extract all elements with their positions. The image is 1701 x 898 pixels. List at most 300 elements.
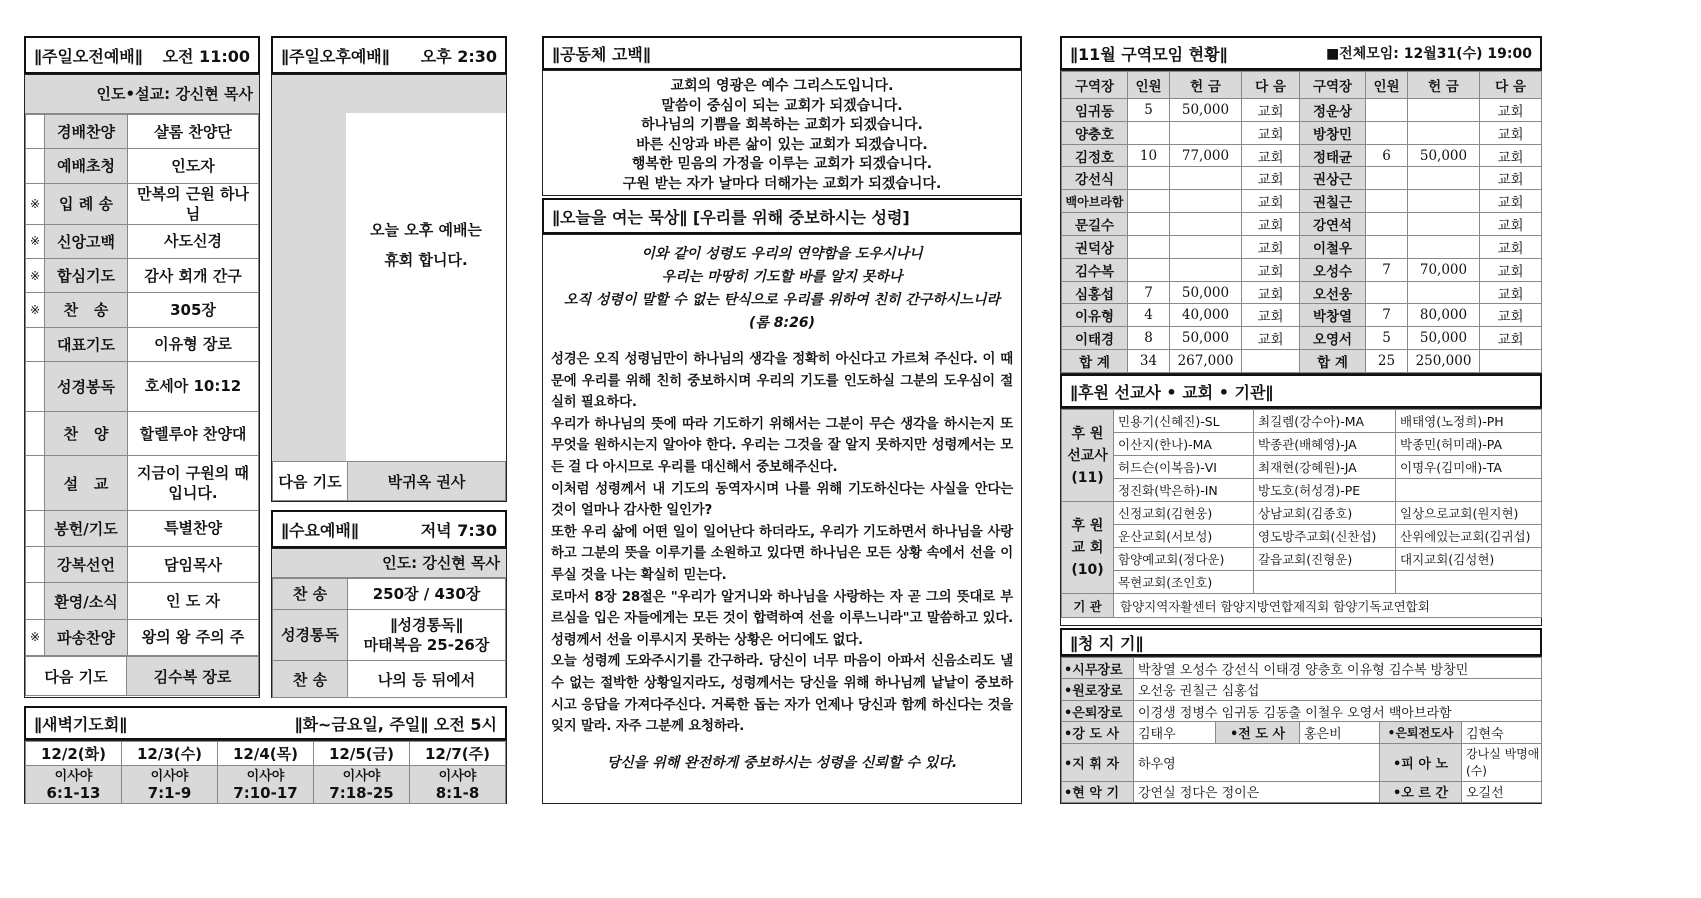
district-row: [1062, 304, 1542, 327]
morning-item-value: 담임목사: [128, 547, 259, 583]
church-name: 산위에있는교회(김귀섭): [1396, 525, 1542, 548]
missionary-name: 배태영(노정희)-PH: [1396, 410, 1542, 433]
district-cell: 250,000: [1408, 350, 1480, 373]
district-cell: 70,000: [1408, 258, 1480, 281]
wednesday-hymn2-value: 나의 등 뒤에서: [348, 661, 506, 698]
dawn-date: 12/3(수): [122, 742, 218, 766]
district-cell: 7: [1366, 258, 1408, 281]
district-cell: [1480, 350, 1542, 373]
district-cell: 교회: [1242, 235, 1300, 258]
district-leader: 이태경: [1062, 327, 1128, 350]
district-cell: 교회: [1242, 327, 1300, 350]
morning-program: [24, 74, 260, 698]
officer-label: •은퇴장로: [1062, 700, 1134, 722]
district-cell: [1366, 190, 1408, 213]
dawn-book: 이사야: [150, 768, 189, 784]
morning-mark: [26, 583, 45, 619]
morning-item-label: 경배찬양: [45, 115, 128, 149]
morning-next-prayer: [25, 656, 259, 696]
missionary-name: 최길렘(강수아)-MA: [1254, 410, 1396, 433]
district-cell: 교회: [1242, 304, 1300, 327]
meditation-paragraph: 또한 우리 삶에 어떤 일이 일어난다 하더라도, 우리가 기도하면서 하나님을 사랑하고 그분의 뜻을 이루기를 소원하고 있다면 하나님은 모든 상황 속에서 선을 이루실 것을 나는 확실히 믿는다.: [551, 524, 1013, 583]
district-box: [1060, 70, 1542, 374]
orchestra-label: •현 악 기: [1062, 781, 1134, 803]
morning-order-row: [26, 183, 259, 224]
morning-mark: [26, 510, 45, 546]
district-leader: 권상근: [1300, 167, 1366, 190]
missionary-row: [1062, 456, 1542, 479]
church-name: 영도방주교회(신찬섭): [1254, 525, 1396, 548]
dawn-reading: [26, 766, 122, 804]
district-leader: 오성수: [1300, 258, 1366, 281]
dawn-reading: [314, 766, 410, 804]
dawn-ref: 6:1-13: [46, 783, 101, 802]
church-label: 후 원 교 회 (10): [1062, 502, 1114, 594]
morning-item-value: 사도신경: [128, 224, 259, 258]
morning-title: ∥주일오전예배∥: [34, 46, 143, 66]
missionary-name: 최재현(강혜원)-JA: [1254, 456, 1396, 479]
district-cell: [1366, 235, 1408, 258]
verse-line: 이와 같이 성령도 우리의 연약함을 도우시나니: [641, 246, 923, 262]
district-cell: 교회: [1480, 281, 1542, 304]
district-leader: 백아브라함: [1062, 190, 1128, 213]
district-row: [1062, 121, 1542, 144]
district-cell: 50,000: [1170, 281, 1242, 304]
dawn-reading: [122, 766, 218, 804]
district-cell: 267,000: [1170, 350, 1242, 373]
officers-table: [1061, 657, 1542, 803]
wednesday-reading-line1: ∥성경통독∥: [390, 615, 463, 634]
district-cell: 77,000: [1170, 144, 1242, 167]
morning-item-value: 호세아 10:12: [128, 361, 259, 411]
confession-line: 행복한 믿음의 가정을 이루는 교회가 되겠습니다.: [631, 156, 933, 172]
district-cell: 교회: [1480, 121, 1542, 144]
district-cell: 교회: [1242, 121, 1300, 144]
pianist-label: •피 아 노: [1380, 743, 1462, 781]
district-title: ∥11월 구역모임 현황∥: [1070, 44, 1228, 64]
missionary-label: 후 원 선교사 (11): [1062, 410, 1114, 502]
dawn-ref: 7:1-9: [147, 783, 192, 802]
morning-order-row: [26, 115, 259, 149]
morning-next-value: 김수복 장로: [127, 657, 259, 696]
missionary-row: [1062, 479, 1542, 502]
district-row: [1062, 167, 1542, 190]
district-cell: [1366, 213, 1408, 236]
district-cell: [1128, 121, 1170, 144]
dawn-schedule: ∥화~금요일, 주일∥ 오전 5시: [294, 714, 497, 734]
district-cell: 10: [1128, 144, 1170, 167]
district-cell: 교회: [1480, 258, 1542, 281]
morning-mark: ※: [26, 619, 45, 655]
missionary-name: 박종관(배혜영)-JA: [1254, 433, 1396, 456]
district-leader: 합 계: [1300, 350, 1366, 373]
district-cell: 교회: [1480, 144, 1542, 167]
district-cell: 교회: [1480, 99, 1542, 122]
morning-order-row: [26, 293, 259, 327]
confession-line: 바른 신앙과 바른 삶이 있는 교회가 되겠습니다.: [636, 136, 928, 153]
morning-order-row: [26, 412, 259, 456]
morning-item-value: 샬롬 찬양단: [128, 115, 259, 149]
dawn-schedule-table: [24, 740, 507, 804]
district-cell: 6: [1366, 144, 1408, 167]
morning-item-label: 신앙고백: [45, 224, 128, 258]
morning-item-value: 인도자: [128, 149, 259, 183]
missionary-name: 이산지(한나)-MA: [1114, 433, 1254, 456]
morning-item-label: 예배초청: [45, 149, 128, 183]
district-cell: 교회: [1480, 327, 1542, 350]
officer-label: •원로장로: [1062, 679, 1134, 700]
missionary-name: 박종민(허미래)-PA: [1396, 433, 1542, 456]
officer-row: [1062, 700, 1542, 722]
district-cell: 8: [1128, 327, 1170, 350]
district-cell: 교회: [1242, 190, 1300, 213]
district-leader: 정운상: [1300, 99, 1366, 122]
meditation-box: [542, 234, 1022, 804]
wednesday-hymn1-label: 찬 송: [273, 579, 348, 610]
retired-preacher-label: •은퇴전도사: [1380, 722, 1462, 743]
district-leader: 문길수: [1062, 213, 1128, 236]
district-leader: 방창민: [1300, 121, 1366, 144]
district-row: [1062, 235, 1542, 258]
morning-item-label: 입 례 송: [45, 183, 128, 224]
meditation-title: ∥오늘을 여는 묵상∥ [우리를 위해 중보하시는 성령]: [552, 207, 910, 227]
church-row: [1062, 525, 1542, 548]
church-name: 신정교회(김현웅): [1114, 502, 1254, 525]
district-cell: 50,000: [1408, 327, 1480, 350]
dawn-book: 이사야: [342, 768, 381, 784]
district-cell: 4: [1128, 304, 1170, 327]
meditation-closing: 당신을 위해 완전하게 중보하시는 성령을 신뢰할 수 있다.: [606, 754, 958, 771]
missionary-name: 정진화(박은하)-IN: [1114, 479, 1254, 502]
morning-mark: ※: [26, 224, 45, 258]
morning-order-row: [26, 259, 259, 293]
confession-box: [542, 70, 1022, 196]
district-cell: 교회: [1480, 235, 1542, 258]
district-cell: [1242, 350, 1300, 373]
confession-line: 하나님의 기쁨을 회복하는 교회가 되겠습니다.: [641, 117, 923, 133]
district-col-header: 구역장: [1300, 72, 1366, 99]
dawn-ref: 7:18-25: [329, 783, 394, 802]
church-name: 일상으로교회(원지현): [1396, 502, 1542, 525]
district-cell: [1170, 190, 1242, 213]
church-row: [1062, 571, 1542, 594]
organ-label: •오 르 간: [1380, 781, 1462, 803]
district-cell: [1128, 235, 1170, 258]
district-row: [1062, 327, 1542, 350]
dawn-date: 12/4(목): [218, 742, 314, 766]
morning-order-row: [26, 149, 259, 183]
district-cell: 교회: [1480, 167, 1542, 190]
afternoon-notice-line2: 휴회 합니다.: [384, 251, 468, 269]
district-cell: [1170, 121, 1242, 144]
district-leader: 권덕상: [1062, 235, 1128, 258]
district-col-header: 인원: [1366, 72, 1408, 99]
district-row: [1062, 350, 1542, 373]
district-leader: 양충호: [1062, 121, 1128, 144]
verse-line: (롬 8:26): [748, 315, 816, 331]
morning-item-value: 이유형 장로: [128, 327, 259, 361]
wednesday-program: [271, 548, 507, 698]
missionary-name: 이명우(김미애)-TA: [1396, 456, 1542, 479]
morning-mark: [26, 456, 45, 510]
district-cell: [1170, 213, 1242, 236]
district-cell: [1408, 167, 1480, 190]
dawn-title: ∥새벽기도회∥: [34, 714, 128, 734]
conductor-value: 하우영: [1134, 743, 1380, 781]
verse-line: 우리는 마땅히 기도할 바를 알지 못하나: [661, 269, 903, 285]
meditation-paragraph: 성경은 오직 성령님만이 하나님의 생각을 정확히 아신다고 가르쳐 주신다. 이 때문에 우리를 위해 친히 중보하시며 우리의 기도를 인도하실 그분의 도우심이 절실히 필요하다.: [551, 352, 1013, 411]
district-cell: 교회: [1242, 167, 1300, 190]
district-leader: 강연석: [1300, 213, 1366, 236]
wednesday-leader: 인도: 강신현 목사: [272, 549, 506, 578]
district-cell: 40,000: [1170, 304, 1242, 327]
morning-item-value: 할렐루야 찬양대: [128, 412, 259, 456]
orchestra-value: 강연실 정다은 정이은: [1134, 781, 1380, 803]
wednesday-header: [271, 510, 507, 548]
dawn-ref: 8:1-8: [435, 783, 480, 802]
morning-time: 오전 11:00: [162, 46, 250, 66]
morning-item-label: 합심기도: [45, 259, 128, 293]
district-col-header: 다 음: [1242, 72, 1300, 99]
district-leader: 임귀동: [1062, 99, 1128, 122]
dawn-date: 12/5(금): [314, 742, 410, 766]
afternoon-program: [271, 74, 507, 502]
meditation-paragraph: 로마서 8장 28절은 "우리가 알거니와 하나님을 사랑하는 자 곧 그의 뜻대로 부르심을 입은 자들에게는 모든 것이 합력하여 선을 이루느니라"고 말씀하고 있다. 성령께서 선을 이루시지 못하는 상황은 어디에도 없다.: [551, 589, 1013, 648]
district-col-header: 인원: [1128, 72, 1170, 99]
church-name: 함양예교회(정다운): [1114, 548, 1254, 571]
pianist-value: 강나실 박명애(수): [1462, 743, 1542, 781]
confession-title: ∥공동체 고백∥: [552, 44, 651, 64]
dawn-book: 이사야: [438, 768, 477, 784]
morning-mark: [26, 327, 45, 361]
morning-mark: ※: [26, 259, 45, 293]
district-cell: [1366, 121, 1408, 144]
district-col-header: 헌 금: [1408, 72, 1480, 99]
morning-order-row: [26, 456, 259, 510]
district-cell: [1366, 281, 1408, 304]
wednesday-hymn2-label: 찬 송: [273, 661, 348, 698]
district-header: [1060, 36, 1542, 70]
missionary-name: 허드슨(이복음)-VI: [1114, 456, 1254, 479]
district-cell: 50,000: [1170, 327, 1242, 350]
dawn-date: 12/2(화): [26, 742, 122, 766]
morning-mark: [26, 115, 45, 149]
missionary-row: [1062, 433, 1542, 456]
dawn-reading: [218, 766, 314, 804]
retired-preacher-value: 김현숙: [1462, 722, 1542, 743]
wednesday-reading-line2: 마태복음 25-26장: [363, 635, 490, 654]
dawn-book: 이사야: [246, 768, 285, 784]
dawn-table: [25, 741, 506, 804]
wednesday-order-table: [272, 578, 506, 698]
district-leader: 박창열: [1300, 304, 1366, 327]
officers-title: ∥청 지 기∥: [1070, 633, 1144, 653]
church-name: 운산교회(서보성): [1114, 525, 1254, 548]
district-cell: 7: [1128, 281, 1170, 304]
church-name: 상남교회(김종호): [1254, 502, 1396, 525]
meditation-verse: [551, 243, 1013, 335]
dawn-reading: [410, 766, 506, 804]
support-header: [1060, 374, 1542, 408]
district-cell: [1408, 190, 1480, 213]
district-cell: 80,000: [1408, 304, 1480, 327]
officers-box: [1060, 656, 1542, 804]
church-row: [1062, 502, 1542, 525]
district-col-header: 구역장: [1062, 72, 1128, 99]
district-cell: 5: [1366, 327, 1408, 350]
morning-item-label: 봉헌/기도: [45, 510, 128, 546]
district-row: [1062, 213, 1542, 236]
afternoon-notice: [346, 215, 506, 275]
organ-value: 오길선: [1462, 781, 1542, 803]
district-cell: [1128, 190, 1170, 213]
dawn-book: 이사야: [54, 768, 93, 784]
afternoon-next-value: 박귀옥 권사: [348, 462, 506, 501]
district-cell: 34: [1128, 350, 1170, 373]
morning-mark: [26, 547, 45, 583]
verse-line: 오직 성령이 말할 수 없는 탄식으로 우리를 위하여 친히 간구하시느니라: [563, 292, 1001, 308]
district-cell: [1128, 258, 1170, 281]
district-leader: 강선식: [1062, 167, 1128, 190]
district-leader: 오영서: [1300, 327, 1366, 350]
district-cell: [1408, 99, 1480, 122]
morning-order-row: [26, 361, 259, 411]
morning-next-label: 다음 기도: [26, 657, 127, 696]
morning-order-row: [26, 510, 259, 546]
morning-leader: 인도•설교: 강신현 목사: [25, 75, 259, 114]
district-cell: [1128, 213, 1170, 236]
meditation-header: [542, 198, 1022, 234]
morning-item-value: 지금이 구원의 때입니다.: [128, 456, 259, 510]
district-cell: 교회: [1480, 213, 1542, 236]
afternoon-time: 오후 2:30: [420, 46, 497, 66]
org-label: 기 관: [1062, 594, 1114, 618]
district-cell: 교회: [1242, 281, 1300, 304]
wednesday-reading-label: 성경통독: [273, 609, 348, 660]
officer-value: 이경생 정병수 임귀동 김동출 이철우 오영서 백아브라함: [1134, 700, 1542, 722]
morning-mark: ※: [26, 293, 45, 327]
dawn-date: 12/7(주): [410, 742, 506, 766]
confession-line: 구원 받는 자가 날마다 더해가는 교회가 되겠습니다.: [622, 175, 942, 192]
district-row: [1062, 144, 1542, 167]
morning-item-value: 305장: [128, 293, 259, 327]
preacher-value: 홍은비: [1300, 722, 1380, 743]
morning-item-label: 설 교: [45, 456, 128, 510]
district-cell: 25: [1366, 350, 1408, 373]
district-cell: 교회: [1242, 99, 1300, 122]
officers-header: [1060, 628, 1542, 656]
officer-value: 오선웅 권칠근 심홍섭: [1134, 679, 1542, 700]
support-table: [1061, 409, 1542, 618]
district-row: [1062, 190, 1542, 213]
wednesday-reading: [348, 609, 506, 660]
morning-mark: [26, 149, 45, 183]
district-leader: 김수복: [1062, 258, 1128, 281]
district-cell: [1408, 213, 1480, 236]
morning-item-value: 인 도 자: [128, 583, 259, 619]
district-cell: [1408, 235, 1480, 258]
district-leader: 정태균: [1300, 144, 1366, 167]
district-table: [1061, 71, 1542, 373]
district-cell: [1366, 167, 1408, 190]
morning-item-value: 왕의 왕 주의 주: [128, 619, 259, 655]
officer-row: [1062, 658, 1542, 679]
afternoon-notice-line1: 오늘 오후 예배는: [370, 221, 482, 239]
district-leader: 김정호: [1062, 144, 1128, 167]
district-col-header: 다 음: [1480, 72, 1542, 99]
afternoon-header: [271, 36, 507, 74]
morning-mark: [26, 361, 45, 411]
morning-item-label: 강복선언: [45, 547, 128, 583]
district-cell: 5: [1128, 99, 1170, 122]
morning-item-label: 환영/소식: [45, 583, 128, 619]
morning-order-table: [25, 114, 259, 656]
missionary-name: 방도호(허성경)-PE: [1254, 479, 1396, 502]
district-leader: 권칠근: [1300, 190, 1366, 213]
district-cell: [1128, 167, 1170, 190]
afternoon-title: ∥주일오후예배∥: [281, 46, 390, 66]
confession-line: 말씀이 중심이 되는 교회가 되겠습니다.: [661, 97, 903, 114]
morning-mark: [26, 412, 45, 456]
district-leader: 이유형: [1062, 304, 1128, 327]
district-leader: 이철우: [1300, 235, 1366, 258]
morning-item-label: 파송찬양: [45, 619, 128, 655]
church-name: 대지교회(김성현): [1396, 548, 1542, 571]
district-cell: 교회: [1242, 144, 1300, 167]
evangelist-value: 김태우: [1134, 722, 1216, 743]
morning-order-row: [26, 327, 259, 361]
dawn-header: [24, 706, 507, 740]
confession-header: [542, 36, 1022, 70]
district-col-header: 헌 금: [1170, 72, 1242, 99]
district-leader: 오선웅: [1300, 281, 1366, 304]
district-cell: [1170, 235, 1242, 258]
meditation-paragraph: 오늘 성령께 도와주시기를 간구하라. 당신이 너무 마음이 아파서 신음소리도 낼 수 없는 절박한 상황일지라도, 성령께서는 당신을 위해 하나님께 낱낱이 중보하시고 응답을 가져다주신다. 거룩한 돕는 자가 언제나 당신과 함께 하신다는 것을 잊지 말라. 자주 그분께 요청하라.: [551, 654, 1013, 735]
district-cell: [1408, 281, 1480, 304]
dawn-ref: 7:10-17: [233, 783, 298, 802]
church-name: [1254, 571, 1396, 594]
morning-item-label: 찬 양: [45, 412, 128, 456]
district-leader: 합 계: [1062, 350, 1128, 373]
district-cell: 교회: [1242, 258, 1300, 281]
morning-order-row: [26, 583, 259, 619]
morning-order-row: [26, 619, 259, 655]
district-cell: 50,000: [1408, 144, 1480, 167]
morning-order-row: [26, 224, 259, 258]
officer-row: [1062, 679, 1542, 700]
district-row: [1062, 258, 1542, 281]
morning-header: [24, 36, 260, 74]
officer-label: •시무장로: [1062, 658, 1134, 679]
missionary-name: [1396, 479, 1542, 502]
district-total: ■전체모임: 12월31(수) 19:00: [1325, 46, 1532, 62]
meditation-paragraph: 우리가 하나님의 뜻에 따라 기도하기 위해서는 그분이 무슨 생각을 하시는지 또 무엇을 원하시는지 알아야 한다. 우리는 그것을 잘 알지 못하지만 성령께서는 모든 걸 다 아시므로 우리를 대신해서 중보해주신다.: [551, 416, 1013, 475]
afternoon-next-label: 다음 기도: [273, 462, 348, 501]
org-list: 함양지역자활센터 함양지방연합제직회 함양기독교연합회: [1114, 594, 1542, 618]
morning-item-value: 특별찬양: [128, 510, 259, 546]
district-cell: 50,000: [1170, 99, 1242, 122]
morning-item-label: 찬 송: [45, 293, 128, 327]
district-cell: [1408, 121, 1480, 144]
support-box: [1060, 408, 1542, 626]
conductor-label: •지 휘 자: [1062, 743, 1134, 781]
morning-order-row: [26, 547, 259, 583]
support-title: ∥후원 선교사 • 교회 • 기관∥: [1070, 382, 1274, 402]
district-cell: [1170, 258, 1242, 281]
church-name: 목현교회(조인호): [1114, 571, 1254, 594]
district-cell: 7: [1366, 304, 1408, 327]
district-cell: [1170, 167, 1242, 190]
